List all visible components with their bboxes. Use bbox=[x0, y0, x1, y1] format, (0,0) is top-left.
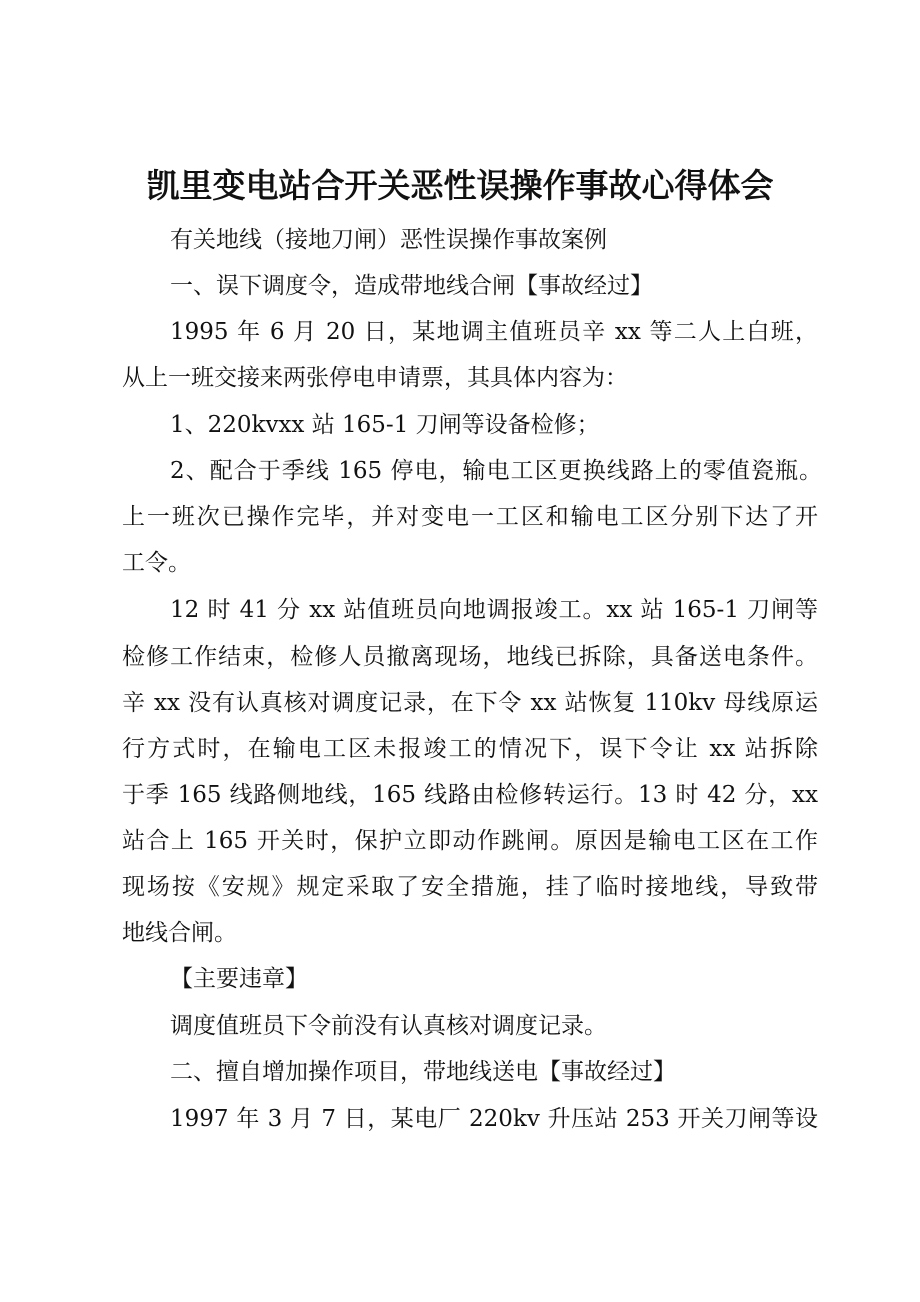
section-heading: 【主要违章】 bbox=[170, 966, 308, 992]
list-item: 1、220kvxx 站 165-1 刀闸等设备检修； bbox=[170, 412, 600, 438]
section-heading: 二、擅自增加操作项目，带地线送电【事故经过】 bbox=[170, 1059, 676, 1085]
subtitle: 有关地线（接地刀闸）恶性误操作事故案例 bbox=[170, 227, 607, 253]
paragraph-line: 检修工作结束，检修人员撤离现场，地线已拆除，具备送电条件。 bbox=[122, 644, 818, 670]
paragraph-line: 行方式时，在输电工区未报竣工的情况下，误下令让 xx 站拆除 bbox=[122, 736, 818, 762]
list-item: 2、配合于季线 165 停电，输电工区更换线路上的零值瓷瓶。 bbox=[170, 458, 822, 484]
paragraph-line: 从上一班交接来两张停电申请票，其具体内容为： bbox=[122, 365, 628, 391]
paragraph-line: 站合上 165 开关时，保护立即动作跳闸。原因是输电工区在工作 bbox=[122, 828, 818, 854]
paragraph-line: 1997 年 3 月 7 日，某电厂 220kv 升压站 253 开关刀闸等设 bbox=[170, 1106, 818, 1132]
paragraph-line: 12 时 41 分 xx 站值班员向地调报竣工。xx 站 165-1 刀闸等 bbox=[170, 597, 818, 623]
paragraph-line: 调度值班员下令前没有认真核对调度记录。 bbox=[170, 1013, 607, 1039]
document-title: 凯里变电站合开关恶性误操作事故心得体会 bbox=[146, 166, 774, 205]
paragraph-line: 工令。 bbox=[122, 550, 191, 576]
paragraph-line: 上一班次已操作完毕，并对变电一工区和输电工区分别下达了开 bbox=[122, 504, 818, 530]
paragraph-line: 1995 年 6 月 20 日，某地调主值班员辛 xx 等二人上白班， bbox=[170, 319, 818, 345]
paragraph-line: 于季 165 线路侧地线，165 线路由检修转运行。13 时 42 分，xx bbox=[122, 782, 818, 808]
paragraph-line: 地线合闸。 bbox=[122, 920, 237, 946]
section-heading: 一、误下调度令，造成带地线合闸【事故经过】 bbox=[170, 273, 653, 299]
paragraph-line: 辛 xx 没有认真核对调度记录，在下令 xx 站恢复 110kv 母线原运 bbox=[122, 690, 818, 716]
paragraph-line: 现场按《安规》规定采取了安全措施，挂了临时接地线，导致带 bbox=[122, 874, 818, 900]
